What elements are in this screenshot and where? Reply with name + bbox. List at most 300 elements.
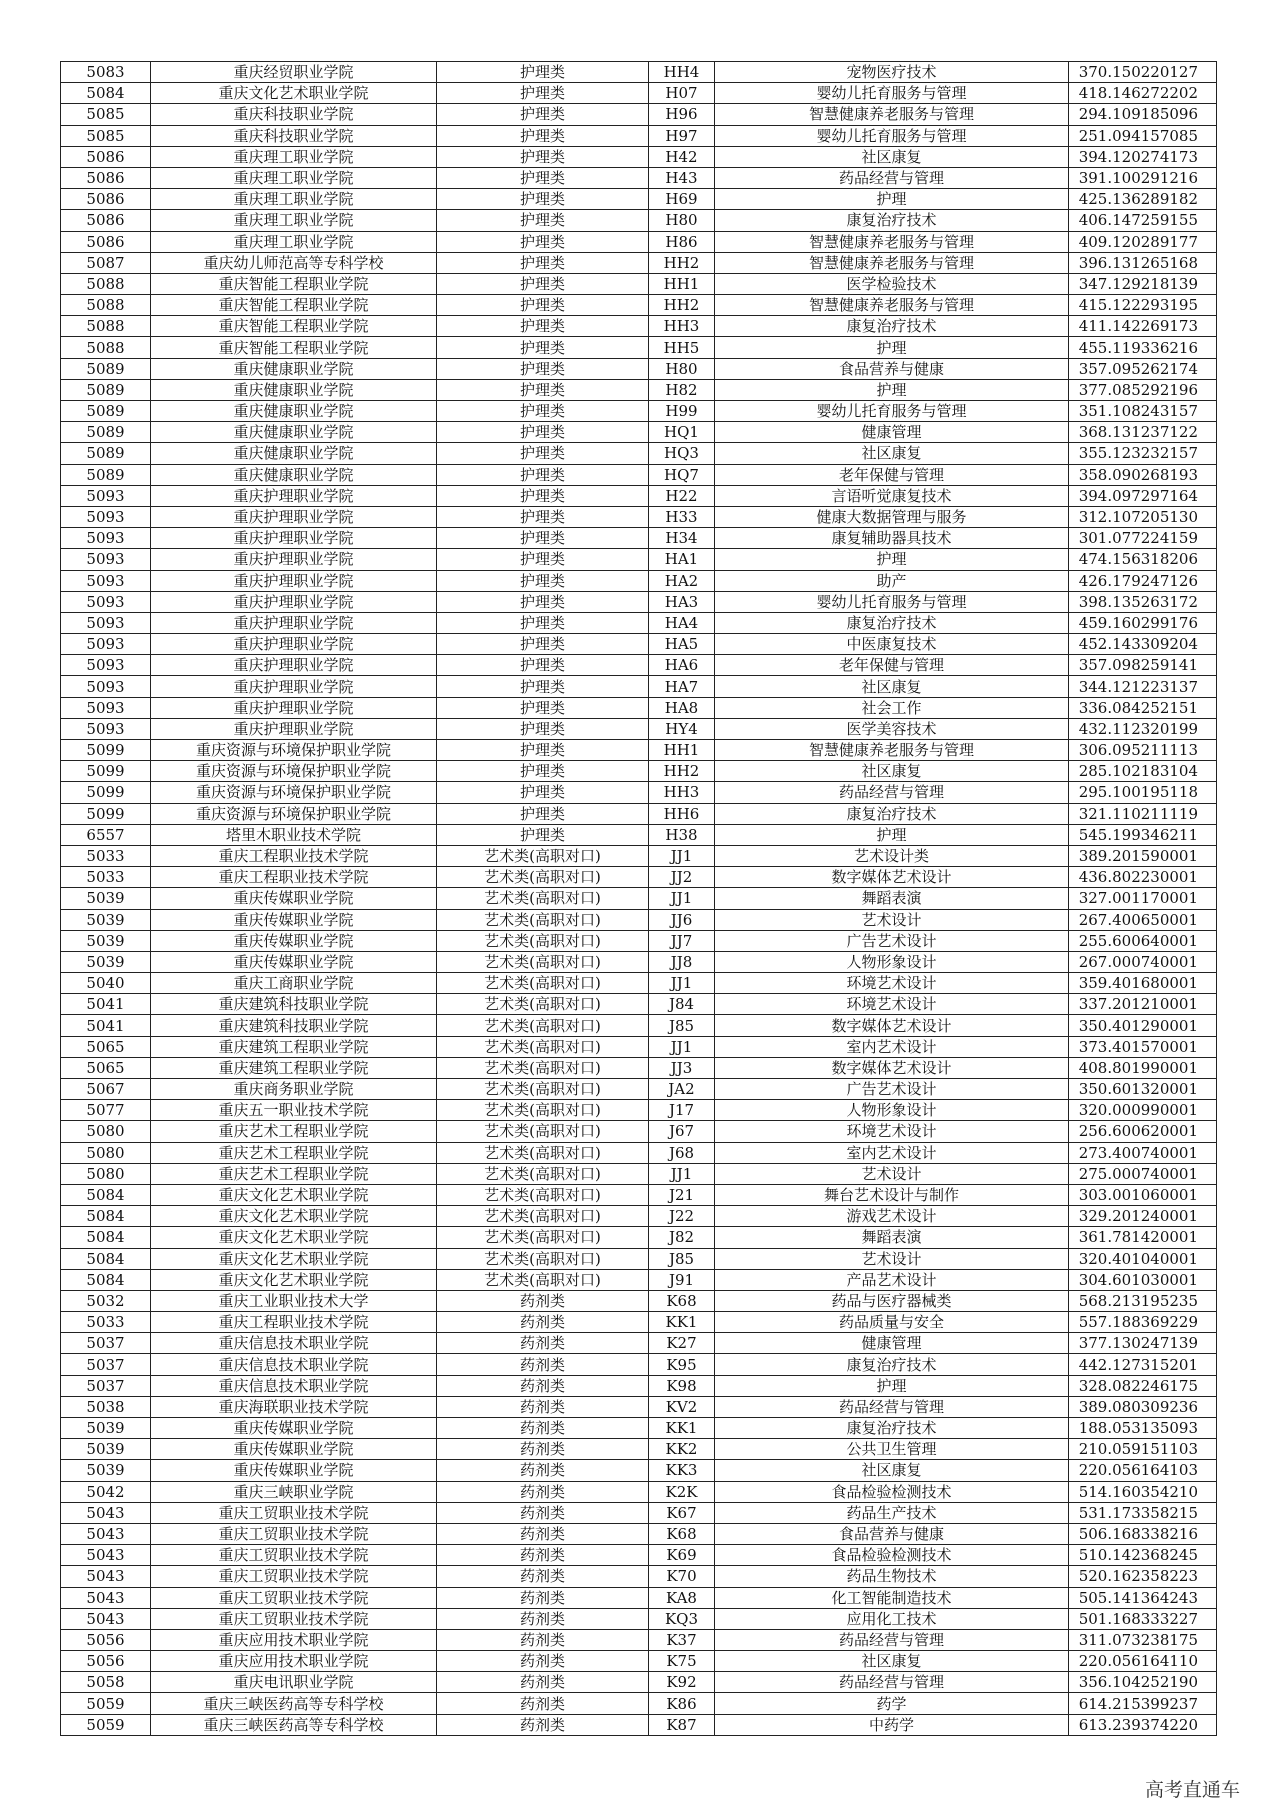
major-name-cell: 室内艺术设计 <box>715 1142 1069 1163</box>
school-name-cell: 重庆护理职业学院 <box>151 485 437 506</box>
major-name-cell: 智慧健康养老服务与管理 <box>715 295 1069 316</box>
school-code-cell: 5043 <box>61 1502 151 1523</box>
major-name-cell: 艺术设计 <box>715 909 1069 930</box>
major-name-cell: 药品与医疗器械类 <box>715 1290 1069 1311</box>
major-code-cell: H80 <box>649 210 715 231</box>
score-cell: 411.142269173 <box>1069 316 1217 337</box>
major-code-cell: H99 <box>649 401 715 422</box>
table-row <box>61 295 1217 316</box>
school-name-cell: 重庆护理职业学院 <box>151 634 437 655</box>
score-cell: 398.135263172 <box>1069 591 1217 612</box>
category-cell: 药剂类 <box>437 1354 649 1375</box>
school-code-cell: 5093 <box>61 697 151 718</box>
table-row <box>61 1396 1217 1417</box>
major-name-cell: 食品检验检测技术 <box>715 1545 1069 1566</box>
major-name-cell: 社区康复 <box>715 146 1069 167</box>
school-name-cell: 重庆传媒职业学院 <box>151 1460 437 1481</box>
table-row <box>61 62 1217 83</box>
major-code-cell: KK1 <box>649 1312 715 1333</box>
school-code-cell: 5084 <box>61 1227 151 1248</box>
school-name-cell: 重庆艺术工程职业学院 <box>151 1121 437 1142</box>
score-cell: 188.053135093 <box>1069 1418 1217 1439</box>
school-code-cell: 5084 <box>61 1184 151 1205</box>
school-code-cell: 5093 <box>61 591 151 612</box>
school-code-cell: 5059 <box>61 1693 151 1714</box>
school-name-cell: 重庆资源与环境保护职业学院 <box>151 740 437 761</box>
major-name-cell: 康复治疗技术 <box>715 210 1069 231</box>
category-cell: 药剂类 <box>437 1396 649 1417</box>
school-name-cell: 重庆工贸职业技术学院 <box>151 1545 437 1566</box>
category-cell: 药剂类 <box>437 1481 649 1502</box>
category-cell: 护理类 <box>437 295 649 316</box>
major-code-cell: K67 <box>649 1502 715 1523</box>
score-cell: 396.131265168 <box>1069 252 1217 273</box>
table-row <box>61 1142 1217 1163</box>
major-name-cell: 广告艺术设计 <box>715 930 1069 951</box>
school-code-cell: 5065 <box>61 1057 151 1078</box>
category-cell: 护理类 <box>437 634 649 655</box>
major-name-cell: 健康大数据管理与服务 <box>715 506 1069 527</box>
score-cell: 409.120289177 <box>1069 231 1217 252</box>
score-cell: 356.104252190 <box>1069 1672 1217 1693</box>
score-cell: 613.239374220 <box>1069 1714 1217 1735</box>
school-code-cell: 5043 <box>61 1566 151 1587</box>
school-name-cell: 重庆工程职业技术学院 <box>151 867 437 888</box>
major-code-cell: JJ1 <box>649 845 715 866</box>
school-code-cell: 5093 <box>61 676 151 697</box>
school-code-cell: 5033 <box>61 1312 151 1333</box>
major-name-cell: 婴幼儿托育服务与管理 <box>715 591 1069 612</box>
table-row <box>61 1354 1217 1375</box>
school-name-cell: 重庆理工职业学院 <box>151 189 437 210</box>
category-cell: 药剂类 <box>437 1523 649 1544</box>
table-row <box>61 231 1217 252</box>
major-code-cell: KK1 <box>649 1418 715 1439</box>
category-cell: 艺术类(高职对口) <box>437 1163 649 1184</box>
score-cell: 306.095211113 <box>1069 740 1217 761</box>
major-code-cell: HA3 <box>649 591 715 612</box>
major-name-cell: 公共卫生管理 <box>715 1439 1069 1460</box>
major-code-cell: KK2 <box>649 1439 715 1460</box>
table-row <box>61 1566 1217 1587</box>
category-cell: 艺术类(高职对口) <box>437 930 649 951</box>
school-name-cell: 重庆护理职业学院 <box>151 549 437 570</box>
major-name-cell: 数字媒体艺术设计 <box>715 867 1069 888</box>
school-name-cell: 重庆建筑科技职业学院 <box>151 994 437 1015</box>
score-cell: 557.188369229 <box>1069 1312 1217 1333</box>
table-row <box>61 951 1217 972</box>
table-row <box>61 1629 1217 1650</box>
category-cell: 艺术类(高职对口) <box>437 1184 649 1205</box>
category-cell: 艺术类(高职对口) <box>437 1015 649 1036</box>
major-name-cell: 智慧健康养老服务与管理 <box>715 740 1069 761</box>
major-code-cell: J17 <box>649 1100 715 1121</box>
category-cell: 护理类 <box>437 210 649 231</box>
table-row <box>61 1248 1217 1269</box>
table-row <box>61 570 1217 591</box>
table-row <box>61 210 1217 231</box>
table-row <box>61 1015 1217 1036</box>
major-code-cell: H97 <box>649 125 715 146</box>
score-cell: 329.201240001 <box>1069 1206 1217 1227</box>
table-row <box>61 1333 1217 1354</box>
school-name-cell: 重庆建筑工程职业学院 <box>151 1057 437 1078</box>
major-code-cell: K68 <box>649 1523 715 1544</box>
score-cell: 389.201590001 <box>1069 845 1217 866</box>
school-code-cell: 5084 <box>61 1248 151 1269</box>
category-cell: 药剂类 <box>437 1290 649 1311</box>
major-name-cell: 应用化工技术 <box>715 1608 1069 1629</box>
school-name-cell: 重庆艺术工程职业学院 <box>151 1142 437 1163</box>
school-name-cell: 重庆资源与环境保护职业学院 <box>151 761 437 782</box>
table-row <box>61 443 1217 464</box>
major-code-cell: H96 <box>649 104 715 125</box>
major-name-cell: 药品经营与管理 <box>715 167 1069 188</box>
major-name-cell: 数字媒体艺术设计 <box>715 1015 1069 1036</box>
school-code-cell: 5033 <box>61 867 151 888</box>
table-row <box>61 104 1217 125</box>
school-name-cell: 重庆商务职业学院 <box>151 1079 437 1100</box>
school-code-cell: 5043 <box>61 1608 151 1629</box>
table-row <box>61 506 1217 527</box>
school-code-cell: 5039 <box>61 1439 151 1460</box>
school-name-cell: 重庆科技职业学院 <box>151 125 437 146</box>
school-name-cell: 重庆智能工程职业学院 <box>151 295 437 316</box>
school-code-cell: 5040 <box>61 973 151 994</box>
school-code-cell: 5038 <box>61 1396 151 1417</box>
table-row <box>61 273 1217 294</box>
major-name-cell: 智慧健康养老服务与管理 <box>715 252 1069 273</box>
major-code-cell: J22 <box>649 1206 715 1227</box>
category-cell: 护理类 <box>437 761 649 782</box>
score-cell: 255.600640001 <box>1069 930 1217 951</box>
category-cell: 艺术类(高职对口) <box>437 973 649 994</box>
table-row <box>61 867 1217 888</box>
score-cell: 267.000740001 <box>1069 951 1217 972</box>
category-cell: 护理类 <box>437 655 649 676</box>
score-cell: 459.160299176 <box>1069 612 1217 633</box>
score-cell: 391.100291216 <box>1069 167 1217 188</box>
school-name-cell: 重庆信息技术职业学院 <box>151 1333 437 1354</box>
major-code-cell: K75 <box>649 1651 715 1672</box>
table-row <box>61 358 1217 379</box>
category-cell: 护理类 <box>437 612 649 633</box>
school-code-cell: 5086 <box>61 210 151 231</box>
school-code-cell: 5032 <box>61 1290 151 1311</box>
score-cell: 301.077224159 <box>1069 528 1217 549</box>
school-code-cell: 5039 <box>61 888 151 909</box>
school-code-cell: 6557 <box>61 824 151 845</box>
school-name-cell: 重庆文化艺术职业学院 <box>151 1227 437 1248</box>
category-cell: 护理类 <box>437 125 649 146</box>
category-cell: 药剂类 <box>437 1693 649 1714</box>
score-cell: 545.199346211 <box>1069 824 1217 845</box>
table-row <box>61 718 1217 739</box>
major-code-cell: HA5 <box>649 634 715 655</box>
score-cell: 377.130247139 <box>1069 1333 1217 1354</box>
category-cell: 药剂类 <box>437 1333 649 1354</box>
score-cell: 506.168338216 <box>1069 1523 1217 1544</box>
school-code-cell: 5093 <box>61 634 151 655</box>
school-name-cell: 重庆工商职业学院 <box>151 973 437 994</box>
category-cell: 药剂类 <box>437 1566 649 1587</box>
school-code-cell: 5093 <box>61 485 151 506</box>
major-name-cell: 药品生物技术 <box>715 1566 1069 1587</box>
major-name-cell: 护理 <box>715 337 1069 358</box>
table-row <box>61 1545 1217 1566</box>
table-row <box>61 824 1217 845</box>
major-code-cell: J67 <box>649 1121 715 1142</box>
major-code-cell: HY4 <box>649 718 715 739</box>
major-code-cell: K37 <box>649 1629 715 1650</box>
table-row <box>61 888 1217 909</box>
major-code-cell: J82 <box>649 1227 715 1248</box>
table-row <box>61 549 1217 570</box>
category-cell: 护理类 <box>437 167 649 188</box>
score-cell: 350.601320001 <box>1069 1079 1217 1100</box>
major-name-cell: 人物形象设计 <box>715 1100 1069 1121</box>
score-cell: 347.129218139 <box>1069 273 1217 294</box>
school-code-cell: 5080 <box>61 1121 151 1142</box>
major-code-cell: HH2 <box>649 295 715 316</box>
category-cell: 艺术类(高职对口) <box>437 909 649 930</box>
major-name-cell: 艺术设计 <box>715 1248 1069 1269</box>
table-row <box>61 676 1217 697</box>
category-cell: 艺术类(高职对口) <box>437 1227 649 1248</box>
school-name-cell: 重庆三峡医药高等专科学校 <box>151 1714 437 1735</box>
category-cell: 艺术类(高职对口) <box>437 1079 649 1100</box>
major-name-cell: 医学美容技术 <box>715 718 1069 739</box>
school-code-cell: 5080 <box>61 1163 151 1184</box>
category-cell: 护理类 <box>437 464 649 485</box>
school-code-cell: 5093 <box>61 612 151 633</box>
school-name-cell: 重庆健康职业学院 <box>151 401 437 422</box>
category-cell: 艺术类(高职对口) <box>437 1057 649 1078</box>
school-code-cell: 5099 <box>61 782 151 803</box>
major-name-cell: 药品质量与安全 <box>715 1312 1069 1333</box>
school-code-cell: 5039 <box>61 909 151 930</box>
table-row <box>61 697 1217 718</box>
school-name-cell: 重庆护理职业学院 <box>151 718 437 739</box>
major-name-cell: 健康管理 <box>715 422 1069 443</box>
major-code-cell: HA1 <box>649 549 715 570</box>
category-cell: 护理类 <box>437 146 649 167</box>
major-name-cell: 产品艺术设计 <box>715 1269 1069 1290</box>
category-cell: 药剂类 <box>437 1418 649 1439</box>
table-row <box>61 125 1217 146</box>
table-row <box>61 1121 1217 1142</box>
score-cell: 303.001060001 <box>1069 1184 1217 1205</box>
school-name-cell: 重庆文化艺术职业学院 <box>151 1269 437 1290</box>
table-row <box>61 1036 1217 1057</box>
major-code-cell: K87 <box>649 1714 715 1735</box>
major-code-cell: JJ1 <box>649 1036 715 1057</box>
school-name-cell: 重庆文化艺术职业学院 <box>151 1184 437 1205</box>
score-cell: 357.095262174 <box>1069 358 1217 379</box>
table-row <box>61 740 1217 761</box>
category-cell: 护理类 <box>437 379 649 400</box>
major-code-cell: J21 <box>649 1184 715 1205</box>
school-name-cell: 重庆健康职业学院 <box>151 443 437 464</box>
school-name-cell: 重庆传媒职业学院 <box>151 930 437 951</box>
major-name-cell: 环境艺术设计 <box>715 1121 1069 1142</box>
major-code-cell: HQ7 <box>649 464 715 485</box>
major-name-cell: 舞台艺术设计与制作 <box>715 1184 1069 1205</box>
school-code-cell: 5093 <box>61 570 151 591</box>
major-code-cell: J68 <box>649 1142 715 1163</box>
major-name-cell: 室内艺术设计 <box>715 1036 1069 1057</box>
school-code-cell: 5084 <box>61 1269 151 1290</box>
table-row <box>61 485 1217 506</box>
category-cell: 护理类 <box>437 231 649 252</box>
school-name-cell: 重庆智能工程职业学院 <box>151 273 437 294</box>
category-cell: 护理类 <box>437 718 649 739</box>
category-cell: 药剂类 <box>437 1312 649 1333</box>
category-cell: 药剂类 <box>437 1714 649 1735</box>
major-name-cell: 艺术设计 <box>715 1163 1069 1184</box>
school-code-cell: 5093 <box>61 655 151 676</box>
major-name-cell: 社区康复 <box>715 1651 1069 1672</box>
school-name-cell: 重庆护理职业学院 <box>151 570 437 591</box>
school-code-cell: 5093 <box>61 506 151 527</box>
score-cell: 368.131237122 <box>1069 422 1217 443</box>
score-cell: 394.120274173 <box>1069 146 1217 167</box>
table-row <box>61 655 1217 676</box>
school-name-cell: 重庆理工职业学院 <box>151 210 437 231</box>
school-code-cell: 5039 <box>61 930 151 951</box>
major-name-cell: 人物形象设计 <box>715 951 1069 972</box>
major-name-cell: 助产 <box>715 570 1069 591</box>
major-code-cell: HH6 <box>649 803 715 824</box>
school-name-cell: 重庆应用技术职业学院 <box>151 1651 437 1672</box>
major-name-cell: 老年保健与管理 <box>715 464 1069 485</box>
category-cell: 艺术类(高职对口) <box>437 1142 649 1163</box>
category-cell: 药剂类 <box>437 1672 649 1693</box>
category-cell: 药剂类 <box>437 1545 649 1566</box>
category-cell: 艺术类(高职对口) <box>437 1269 649 1290</box>
major-name-cell: 婴幼儿托育服务与管理 <box>715 125 1069 146</box>
school-name-cell: 重庆经贸职业学院 <box>151 62 437 83</box>
category-cell: 艺术类(高职对口) <box>437 1206 649 1227</box>
school-name-cell: 重庆护理职业学院 <box>151 591 437 612</box>
score-cell: 336.084252151 <box>1069 697 1217 718</box>
school-code-cell: 5033 <box>61 845 151 866</box>
score-cell: 408.801990001 <box>1069 1057 1217 1078</box>
score-cell: 304.601030001 <box>1069 1269 1217 1290</box>
score-cell: 359.401680001 <box>1069 973 1217 994</box>
category-cell: 艺术类(高职对口) <box>437 951 649 972</box>
category-cell: 护理类 <box>437 337 649 358</box>
table-row <box>61 1651 1217 1672</box>
category-cell: 艺术类(高职对口) <box>437 1121 649 1142</box>
school-code-cell: 5093 <box>61 718 151 739</box>
score-cell: 251.094157085 <box>1069 125 1217 146</box>
school-code-cell: 5099 <box>61 740 151 761</box>
score-cell: 501.168333227 <box>1069 1608 1217 1629</box>
category-cell: 护理类 <box>437 591 649 612</box>
major-name-cell: 舞蹈表演 <box>715 888 1069 909</box>
major-code-cell: KK3 <box>649 1460 715 1481</box>
school-code-cell: 5056 <box>61 1651 151 1672</box>
major-code-cell: J85 <box>649 1248 715 1269</box>
school-code-cell: 5088 <box>61 316 151 337</box>
score-cell: 425.136289182 <box>1069 189 1217 210</box>
major-code-cell: K95 <box>649 1354 715 1375</box>
score-cell: 275.000740001 <box>1069 1163 1217 1184</box>
major-name-cell: 医学检验技术 <box>715 273 1069 294</box>
school-name-cell: 重庆文化艺术职业学院 <box>151 1248 437 1269</box>
score-cell: 285.102183104 <box>1069 761 1217 782</box>
school-code-cell: 5084 <box>61 83 151 104</box>
score-cell: 267.400650001 <box>1069 909 1217 930</box>
major-name-cell: 社区康复 <box>715 676 1069 697</box>
school-code-cell: 5086 <box>61 231 151 252</box>
school-name-cell: 重庆护理职业学院 <box>151 676 437 697</box>
score-cell: 311.073238175 <box>1069 1629 1217 1650</box>
major-name-cell: 药品经营与管理 <box>715 1396 1069 1417</box>
score-cell: 327.001170001 <box>1069 888 1217 909</box>
table-row <box>61 1100 1217 1121</box>
school-code-cell: 5059 <box>61 1714 151 1735</box>
table-row <box>61 1227 1217 1248</box>
table-row <box>61 1481 1217 1502</box>
score-cell: 337.201210001 <box>1069 994 1217 1015</box>
category-cell: 护理类 <box>437 273 649 294</box>
table-row <box>61 1269 1217 1290</box>
table-row <box>61 379 1217 400</box>
school-name-cell: 重庆电讯职业学院 <box>151 1672 437 1693</box>
school-name-cell: 重庆文化艺术职业学院 <box>151 1206 437 1227</box>
major-code-cell: K27 <box>649 1333 715 1354</box>
major-name-cell: 社区康复 <box>715 443 1069 464</box>
major-name-cell: 言语听觉康复技术 <box>715 485 1069 506</box>
admission-score-table-sheet <box>60 61 1216 1736</box>
score-cell: 350.401290001 <box>1069 1015 1217 1036</box>
major-name-cell: 宠物医疗技术 <box>715 62 1069 83</box>
school-name-cell: 重庆文化艺术职业学院 <box>151 83 437 104</box>
major-name-cell: 护理 <box>715 379 1069 400</box>
score-cell: 505.141364243 <box>1069 1587 1217 1608</box>
school-name-cell: 重庆资源与环境保护职业学院 <box>151 803 437 824</box>
score-cell: 406.147259155 <box>1069 210 1217 231</box>
school-name-cell: 重庆工业职业技术大学 <box>151 1290 437 1311</box>
major-name-cell: 康复治疗技术 <box>715 1418 1069 1439</box>
school-name-cell: 重庆应用技术职业学院 <box>151 1629 437 1650</box>
major-code-cell: JJ8 <box>649 951 715 972</box>
score-cell: 370.150220127 <box>1069 62 1217 83</box>
category-cell: 护理类 <box>437 528 649 549</box>
school-code-cell: 5042 <box>61 1481 151 1502</box>
major-code-cell: KA8 <box>649 1587 715 1608</box>
major-name-cell: 护理 <box>715 189 1069 210</box>
table-row <box>61 83 1217 104</box>
score-cell: 568.213195235 <box>1069 1290 1217 1311</box>
school-name-cell: 重庆海联职业技术学院 <box>151 1396 437 1417</box>
school-code-cell: 5089 <box>61 379 151 400</box>
score-cell: 514.160354210 <box>1069 1481 1217 1502</box>
school-name-cell: 重庆科技职业学院 <box>151 104 437 125</box>
category-cell: 艺术类(高职对口) <box>437 1248 649 1269</box>
category-cell: 护理类 <box>437 316 649 337</box>
major-code-cell: HH1 <box>649 740 715 761</box>
table-row <box>61 337 1217 358</box>
school-name-cell: 重庆理工职业学院 <box>151 146 437 167</box>
major-name-cell: 康复治疗技术 <box>715 803 1069 824</box>
school-name-cell: 重庆护理职业学院 <box>151 528 437 549</box>
major-name-cell: 药学 <box>715 1693 1069 1714</box>
category-cell: 护理类 <box>437 740 649 761</box>
category-cell: 艺术类(高职对口) <box>437 1036 649 1057</box>
